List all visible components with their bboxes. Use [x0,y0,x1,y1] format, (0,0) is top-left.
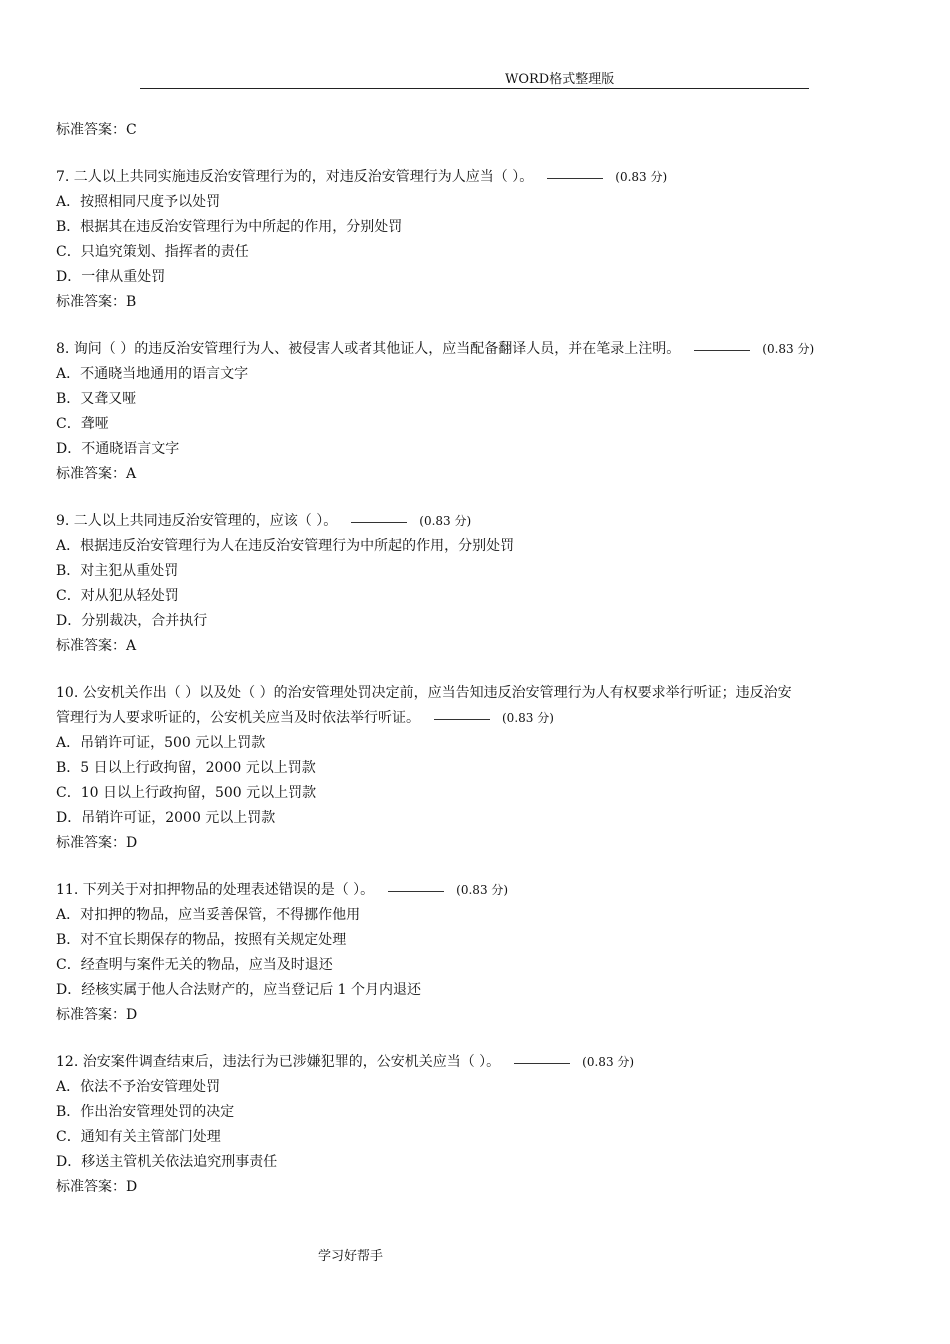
option-b: B．根据其在违反治安管理行为中所起的作用，分别处罚 [56,219,403,235]
header-rule [140,88,809,89]
option-b: B．对不宜长期保存的物品，按照有关规定处理 [56,932,347,948]
question-stem-line [56,878,896,903]
question-stem: 9. 二人以上共同违反治安管理的，应该（ ）。 [56,513,338,529]
question-stem: 7. 二人以上共同实施违反治安管理行为的，对违反治安管理行为人应当（ ）。 [56,169,534,185]
question-stem-line-1: 10. 公安机关作出（ ）以及处（ ）的治安管理处罚决定前，应当告知违反治安管理行为人有权要求举行听证；违反治安 [56,685,792,701]
answer-blank [547,177,603,179]
option-d: D．不通晓语言文字 [56,441,180,457]
option-a: A．按照相同尺度予以处罚 [56,194,221,210]
option-a: A．对扣押的物品，应当妥善保管，不得挪作他用 [56,907,361,923]
option-d: D．移送主管机关依法追究刑事责任 [56,1154,278,1170]
document-body [56,118,896,1200]
question-stem: 8. 询问（ ）的违反治安管理行为人、被侵害人或者其他证人，应当配备翻译人员，并在笔录上注明。 [56,341,681,357]
option-c: C．只追究策划、指挥者的责任 [56,244,249,260]
question-stem: 11. 下列关于对扣押物品的处理表述错误的是（ ）。 [56,882,375,898]
option-a: A．吊销许可证，500 元以上罚款 [56,735,266,751]
standard-answer: 标准答案：A [56,638,137,654]
option-a: A．根据违反治安管理行为人在违反治安管理行为中所起的作用，分别处罚 [56,538,515,554]
option-d: D．吊销许可证，2000 元以上罚款 [56,810,276,826]
standard-answer: 标准答案：A [56,466,137,482]
question-stem-line [56,165,896,190]
question-block [56,681,896,856]
question-stem-line [56,509,896,534]
option-c: C．聋哑 [56,416,109,432]
question-stem-line-2 [56,706,896,731]
question-block [56,1050,896,1200]
standard-answer: 标准答案：D [56,835,138,851]
option-b: B．又聋又哑 [56,391,137,407]
question-stem-line [56,337,896,362]
answer-blank [351,521,407,523]
question-block [56,509,896,659]
question-score: (0.83 分) [502,711,554,725]
option-d: D．经核实属于他人合法财产的，应当登记后 1 个月内退还 [56,982,422,998]
option-d: D．一律从重处罚 [56,269,166,285]
standard-answer: 标准答案：D [56,1007,138,1023]
standard-answer: 标准答案：B [56,294,137,310]
option-a: A．依法不予治安管理处罚 [56,1079,221,1095]
question-score: (0.83 分) [419,514,472,528]
question-stem: 管理行为人要求听证的，公安机关应当及时依法举行听证。 [56,710,420,726]
option-a: A．不通晓当地通用的语言文字 [56,366,249,382]
question-block [56,337,896,487]
question-score: (0.83 分) [456,883,509,897]
question-score: (0.83 分) [582,1055,635,1069]
option-c: C．对从犯从轻处罚 [56,588,179,604]
answer-blank [694,349,750,351]
question-score: (0.83 分) [615,170,668,184]
question-block [56,165,896,315]
previous-answer: 标准答案：C [56,122,137,138]
page-header-title: WORD格式整理版 [505,72,615,87]
standard-answer: 标准答案：D [56,1179,138,1195]
question-stem: 12. 治安案件调查结束后，违法行为已涉嫌犯罪的，公安机关应当（ ）。 [56,1054,501,1070]
answer-blank [514,1062,570,1064]
question-score: (0.83 分) [762,342,815,356]
option-c: C．10 日以上行政拘留，500 元以上罚款 [56,785,317,801]
option-c: C．通知有关主管部门处理 [56,1129,221,1145]
answer-blank [388,890,444,892]
question-stem-line [56,1050,896,1075]
page-footer-text: 学习好帮手 [318,1249,384,1264]
answer-blank [434,718,490,720]
question-block [56,878,896,1028]
option-c: C．经查明与案件无关的物品，应当及时退还 [56,957,333,973]
option-b: B．5 日以上行政拘留，2000 元以上罚款 [56,760,316,776]
option-b: B．对主犯从重处罚 [56,563,179,579]
option-b: B．作出治安管理处罚的决定 [56,1104,235,1120]
option-d: D．分别裁决，合并执行 [56,613,208,629]
